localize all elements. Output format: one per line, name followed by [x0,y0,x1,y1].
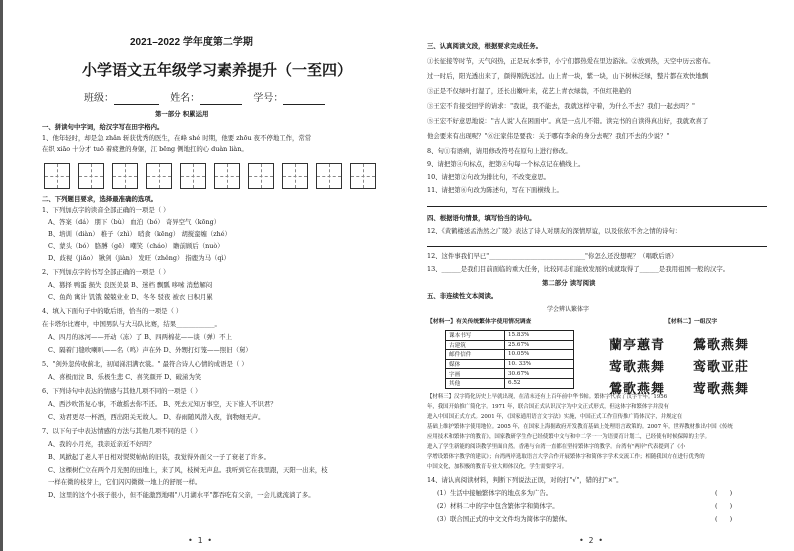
q2-1-b: B、培训（diàn） 稚子（zhì） 哨食（kēng） 胡搅蛮缠（zhé） [48,230,231,238]
q2-3: 4、填入下面句子中的歇后语，恰当的一项是（ ） [42,307,183,315]
q2-2-ab: A、篡择 鸭蛋 损失 良医美景 B、迷档 飘瓢 哆嗦 消愁解闷 [48,281,213,289]
q14-2: (2）材料二中的字中包含繁体字和简体字。 [437,502,559,510]
q2-6-c2: 一样在微的枝芽上，它们闪闪微微一地上的舒展一样。 [48,478,202,486]
q2-6-c: C、这棵树伫立在两个月光照的田地上，来了风，枝树无声息。我听到它在我里跟，天阳一出来，枝 [48,466,328,474]
right-page [397,0,794,551]
q1-line1: 1、他年轻时，却是急 zhǎn 斩获优秀的医生，在峰 shé 时期，他要 zhōu 夜不停地工作，常常 [42,134,312,142]
title-main: 小学语文五年级学习素养提升（一至四） [82,62,353,79]
calligraphy-1b: 鶯歌燕舞 [693,338,750,353]
q14: 14、请认真阅读材料，判断下列说法正误，对的打"√"，错的打"×"。 [427,476,623,484]
passage-line-5: ⑤王宏不好意思地说："古人说'人在困面中'。真是一点儿不错。读完书的自读得真出好，我就欢喜了 [427,117,709,125]
passage-line-2: 过一时后，阳光透出来了，颜得刚洗远过。山上青一块，紫一块，山下树林泛绿，整片都在欢快地飘 [427,72,709,80]
q5-heading: 五、非连续性文本阅读。 [427,292,498,300]
material2-heading: 【材料二】一组汉字 [665,319,718,325]
q2-1-c: C、蒙头（bó） 胳膊（gē） 嘲笑（cháo） 瞻前顾后（nuò） [48,242,224,250]
q3-heading: 三、认真阅读文段，根据要求完成任务。 [427,42,543,50]
q2-5-cd: C、劝君更尽一杯酒，西出阳关无故人。 D、春雨随风潜入夜，润物细无声。 [48,413,265,421]
material3-line5: 应用技术和繁体字的教育》，国家教研学生作已经使繁中文与和中二学一一为语要育计划二，已经使有时候保障的主学。 [427,434,711,440]
class-field[interactable] [114,96,159,105]
answer-line[interactable] [427,206,767,207]
q2-6-b: B、风掀起了老人平日相对熨熨帖帖的旧装，我觉得外面父一子了衰老了许多。 [48,453,270,461]
q2-5: 6、下列诗句中表达的情感与其他几项不同的一项是（ ） [42,387,202,395]
survey-row [446,331,574,341]
q2-1-a: A、答案（dá） 朋下（bù） 血泊（bó） 奇异空气（kōng） [48,218,221,226]
material3-line8: 中国文化，加积极的教育专业大师体汉化，学生需要学习。 [427,464,568,470]
page-number-left: • 1 • [188,536,213,545]
q14-1-answer[interactable]: ( ) [715,489,733,497]
q11: 11、请把第⑥句改为陈述句，写在下面横线上。 [427,186,563,194]
survey-percent: 15.83% [505,331,574,341]
material3-line7: 学增设繁体字教学的建议》；台湾两岸选取语言大学合作开展繁体字和简体字学术交流工作；相随我国方在进行优秀的 [427,454,705,460]
q9: 9、请把第④句标点，把第④句每一个标点记在横线上。 [427,160,585,168]
survey-row [446,340,574,350]
q2-2-cd: C、鱼尚 寓计 饥饿 兢兢业业 D、冬冬 驳夜 被衣 日积月累 [48,293,213,301]
q2-1: 1、下列加点字的读音全部正确的一项是（ ） [42,206,170,214]
q2-4: 5、"剑外忽传收蓟北，初闻涕泪满衣裳。" 最符合诗人心情的成语是（ ） [42,360,248,368]
survey-category: 邮件信件 [446,350,505,360]
q14-3-answer[interactable]: ( ) [715,515,733,523]
passage-line-1: ①长征接等时节，天气闷热，正是玩水季节，小宁们都热爱在里边游泳。②放到热，天空中历云密布。 [427,57,715,65]
survey-category: 其他 [446,378,505,388]
q12a: 12、《黄鹤楼送孟浩然之广陵》表达了诗人对朋友的深情厚谊，以及依依不舍之情的诗句： [427,227,682,235]
calligraphy-3a: 鶯歌燕舞 [609,382,666,397]
pinyin-box-4[interactable] [146,163,172,189]
material3-line1: 【材料三】汉字简化历史上早就出现，在清末还有上百年前中华书帖。繁体字代表了汉字千年。1956 [427,394,668,400]
q2-heading: 二、下列题目要求，选择最准确的选项。 [42,195,158,203]
student-info [84,93,325,105]
q10: 10、请把第②句改为排比句，不改变意思。 [427,173,551,181]
survey-row [446,369,574,379]
pinyin-box-6[interactable] [214,163,240,189]
material3-line3: 进入中国国正式方式。2001 年，《国家通用语言文字法》实施，中国正式工作宣传推广简体汉字，并规定在 [427,414,683,420]
survey-percent: 10.05% [505,350,574,360]
q12b: 12、这件事我们早已"______________________________"你怎么还没想呢？（唱歌后语） [427,252,678,260]
class-label: 班级： [84,93,114,104]
q4-heading: 四、根据语句情景，填写恰当的诗句。 [427,214,536,222]
part1-heading: 第一部分 积累运用 [155,110,209,118]
pinyin-box-7[interactable] [248,163,274,189]
survey-category: 字画 [446,369,505,379]
calligraphy-1a: 蘭亭蕙青 [609,338,666,353]
pinyin-box-1[interactable] [44,163,70,189]
answer-line-2[interactable] [427,246,767,247]
title-year: 2021–2022 学年度第二学期 [130,37,253,48]
calligraphy-2a: 莺歌燕舞 [609,360,666,375]
q2-6-a: A、我的小月亮，我亲近亲近不好吗？ [48,440,155,448]
q2-4-opts: A、喜极而泣 B、乐极生悲 C、喜笑颜开 D、破涕为笑 [48,373,202,381]
id-field[interactable] [283,96,325,105]
passage-line-6: 他会要来有出现呢？"⑥汪家伟是要我：关于哪有李余的身分去呢？我们不去的少说？" [427,132,670,140]
pinyin-box-9[interactable] [316,163,342,189]
survey-category: 古建筑 [446,340,505,350]
material3-line4: 基础上维护繁体字使用地位。2005 年，在国家上海据政府开发教育基础上处理语言政策的。2007 年，世界教材推出中国《传统 [427,424,733,430]
doc-title: 学会辨认繁体字 [547,306,590,313]
survey-table [445,330,574,389]
passage-line-4: ③王宏不肯接受回学的请求："我说，我不能去，我就这样守着，为什么不去？我们一起去吗？" [427,102,695,110]
passage-line-3: ③正是不仅绿叶打湿了，还长出嫩叶来，花艺上青衣绿翁，不但红艳艳的 [427,87,632,95]
name-label: 姓名： [170,93,201,104]
survey-category: 课本书写 [446,331,505,341]
page-number-right: • 2 • [579,536,604,545]
pinyin-box-5[interactable] [180,163,206,189]
pinyin-box-3[interactable] [112,163,138,189]
survey-row [446,378,574,388]
q14-3: (3）联合国正式的中文文件均为简体字的繁体。 [437,515,572,523]
q14-1: (1）生活中接触繁体字的地点多为广告。 [437,489,553,497]
calligraphy-3b: 莺歌燕舞 [693,382,750,397]
pinyin-box-8[interactable] [282,163,308,189]
q2-1-d: D、歧视（jiǎo） 锹剑（jiàn） 发旺（zhěng） 指鹿为马（qì） [48,254,230,262]
material3-line2: 年，我国开始推广简化字。1971 年，联合国正式认识汉字为中文正式形式，但这体字和繁体字并没有 [427,404,669,410]
survey-category: 媒体 [446,359,505,369]
survey-percent: 30.67% [505,369,574,379]
survey-percent: 25.67% [505,340,574,350]
q14-2-answer[interactable]: ( ) [715,502,733,510]
q2-5-ab: A、西沙吹笛复心事，不敢摇去你不还。 B、死去元知万事空，天下谁人不识君？ [48,400,277,408]
material3-line6: 进入了学生新能的阅读教学里面自然。香港与台湾一直都在坚持繁体字的教学。台湾有"两岸"代表提到了《小 [427,444,686,450]
q2-2: 2、下列加点字的书写全部正确的一项是（ ） [42,268,170,276]
q2-3-opt2: C、隔着门缝吹喇叭——名（鸣）声在外 D、外甥打灯笼——照旧（舅） [48,346,252,354]
pinyin-box-10[interactable] [350,163,376,189]
q8: 8、句①有语病，请用修改符号在原句上进行修改。 [427,147,572,155]
name-field[interactable] [200,96,242,105]
survey-row [446,350,574,360]
q1-heading: 一、拼读句中字词，给汉字写在田字格内。 [42,123,164,131]
survey-row [446,359,574,369]
pinyin-box-2[interactable] [78,163,104,189]
q13: 13、______是我们目前面临的重大任务，比较同志们能放发展的成就取得了______是我用祖国一般的汉字。 [427,265,730,273]
q2-3-opt1: A、四月的冰河——开动（冻）了 B、四两棉花——谈（弹）不上 [48,333,232,341]
id-label: 学号： [253,93,284,104]
part2-heading: 第二部分 读写阅读 [542,279,596,287]
survey-percent: 6.52 [505,378,574,388]
survey-percent: 10. 33% [505,359,574,369]
q2-6-d: D、这里的这个小孩子很小，但不能激烈地唱"八月湖水平"都吞吃有父亲，一会儿就流淌了多。 [48,491,315,499]
q1-line2: 在织 xiāo 十分才 tuō 着疲惫的身躯，江 bēng 侧地扛的心 duàn liàn。 [42,145,248,153]
calligraphy-2b: 鸾歌亚莊 [693,360,750,375]
material1-heading: 【材料一】有关传统繁体字使用情况调查 [427,319,532,325]
q2-6: 7、以下句子中表达情感的方法与其他几项不同的是（ ） [42,427,202,435]
q2-3-blank: 在卡塔尔比赛中，中国男队与大马队比赛，结果____________。 [42,320,221,328]
